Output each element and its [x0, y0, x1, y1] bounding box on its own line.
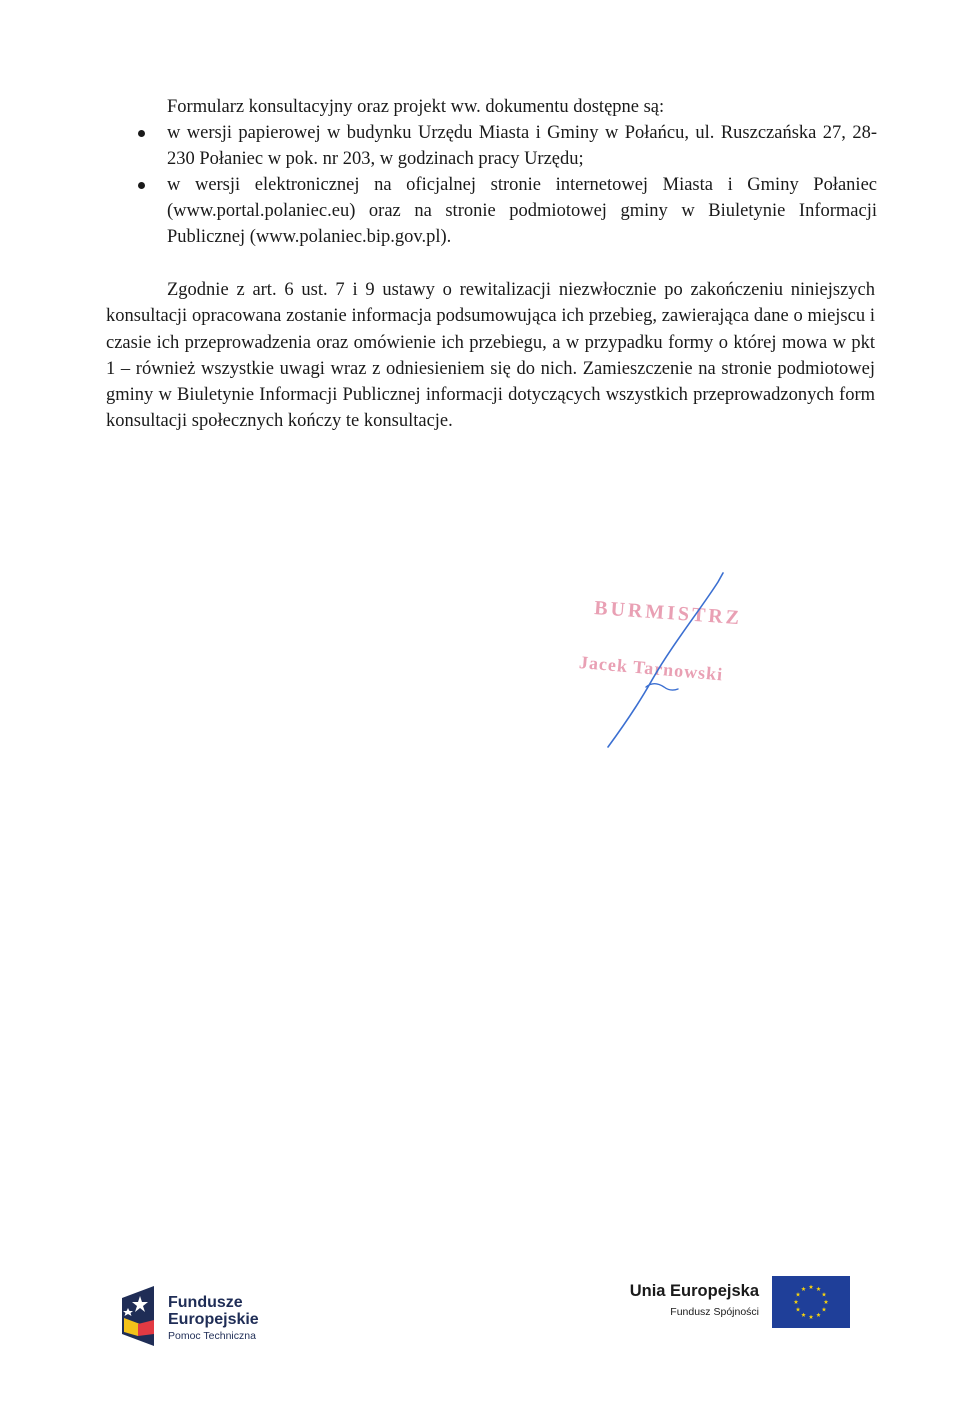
availability-list [167, 120, 877, 250]
stamp-title: BURMISTRZ [593, 597, 743, 630]
ue-logo-title: Unia Europejska [629, 1282, 759, 1300]
list-item [167, 172, 877, 250]
mayor-stamp [560, 570, 780, 760]
intro-text: Formularz konsultacyjny oraz projekt ww. dokumentu dostępne są: [167, 97, 665, 117]
signature-icon [560, 570, 780, 760]
fe-logo-subtitle: Pomoc Techniczna [168, 1330, 256, 1342]
fe-logo-line1: Fundusze [168, 1294, 243, 1311]
list-item-text: w wersji elektronicznej na oficjalnej stronie internetowej Miasta i Gminy Połaniec (www.portal.polaniec.eu) oraz na stronie podmiotowej gminy w Biuletynie Informacji Publicznej (www.polaniec.bip.gov.pl). [167, 175, 877, 247]
fe-logo-line2: Europejskie [168, 1311, 259, 1328]
bullet-icon [138, 130, 145, 137]
list-item [167, 120, 877, 172]
list-item-text: w wersji papierowej w budynku Urzędu Miasta i Gminy w Połańcu, ul. Ruszczańska 27, 28-230 Połaniec w pok. nr 203, w godzinach pracy Urzędu; [167, 123, 877, 169]
fundusze-europejskie-logo [120, 1284, 320, 1350]
bullet-icon [138, 182, 145, 189]
fe-logo-icon [120, 1284, 160, 1350]
eu-flag-icon [772, 1276, 850, 1328]
legal-paragraph: Zgodnie z art. 6 ust. 7 i 9 ustawy o rewitalizacji niezwłocznie po zakończeniu niniejszych konsultacji opracowana zostanie informacja podsumowująca ich przebieg, zawierająca dane o miejscu i czasie ich przeprowadzenia oraz omówienie ich przebiegu, a w przypadku formy o której mowa w pkt 1 – również wszystkie uwagi wraz z odniesieniem się do nich. Zamieszczenie na stronie podmiotowej gminy w Biuletynie Informacji Publicznej informacji dotyczących wszystkich przeprowadzonych form konsultacji społecznych kończy te konsultacje. [106, 280, 875, 432]
unia-europejska-logo [600, 1276, 855, 1332]
stamp-name: Jacek Tarnowski [578, 652, 724, 685]
ue-logo-subtitle: Fundusz Spójności [670, 1306, 759, 1318]
